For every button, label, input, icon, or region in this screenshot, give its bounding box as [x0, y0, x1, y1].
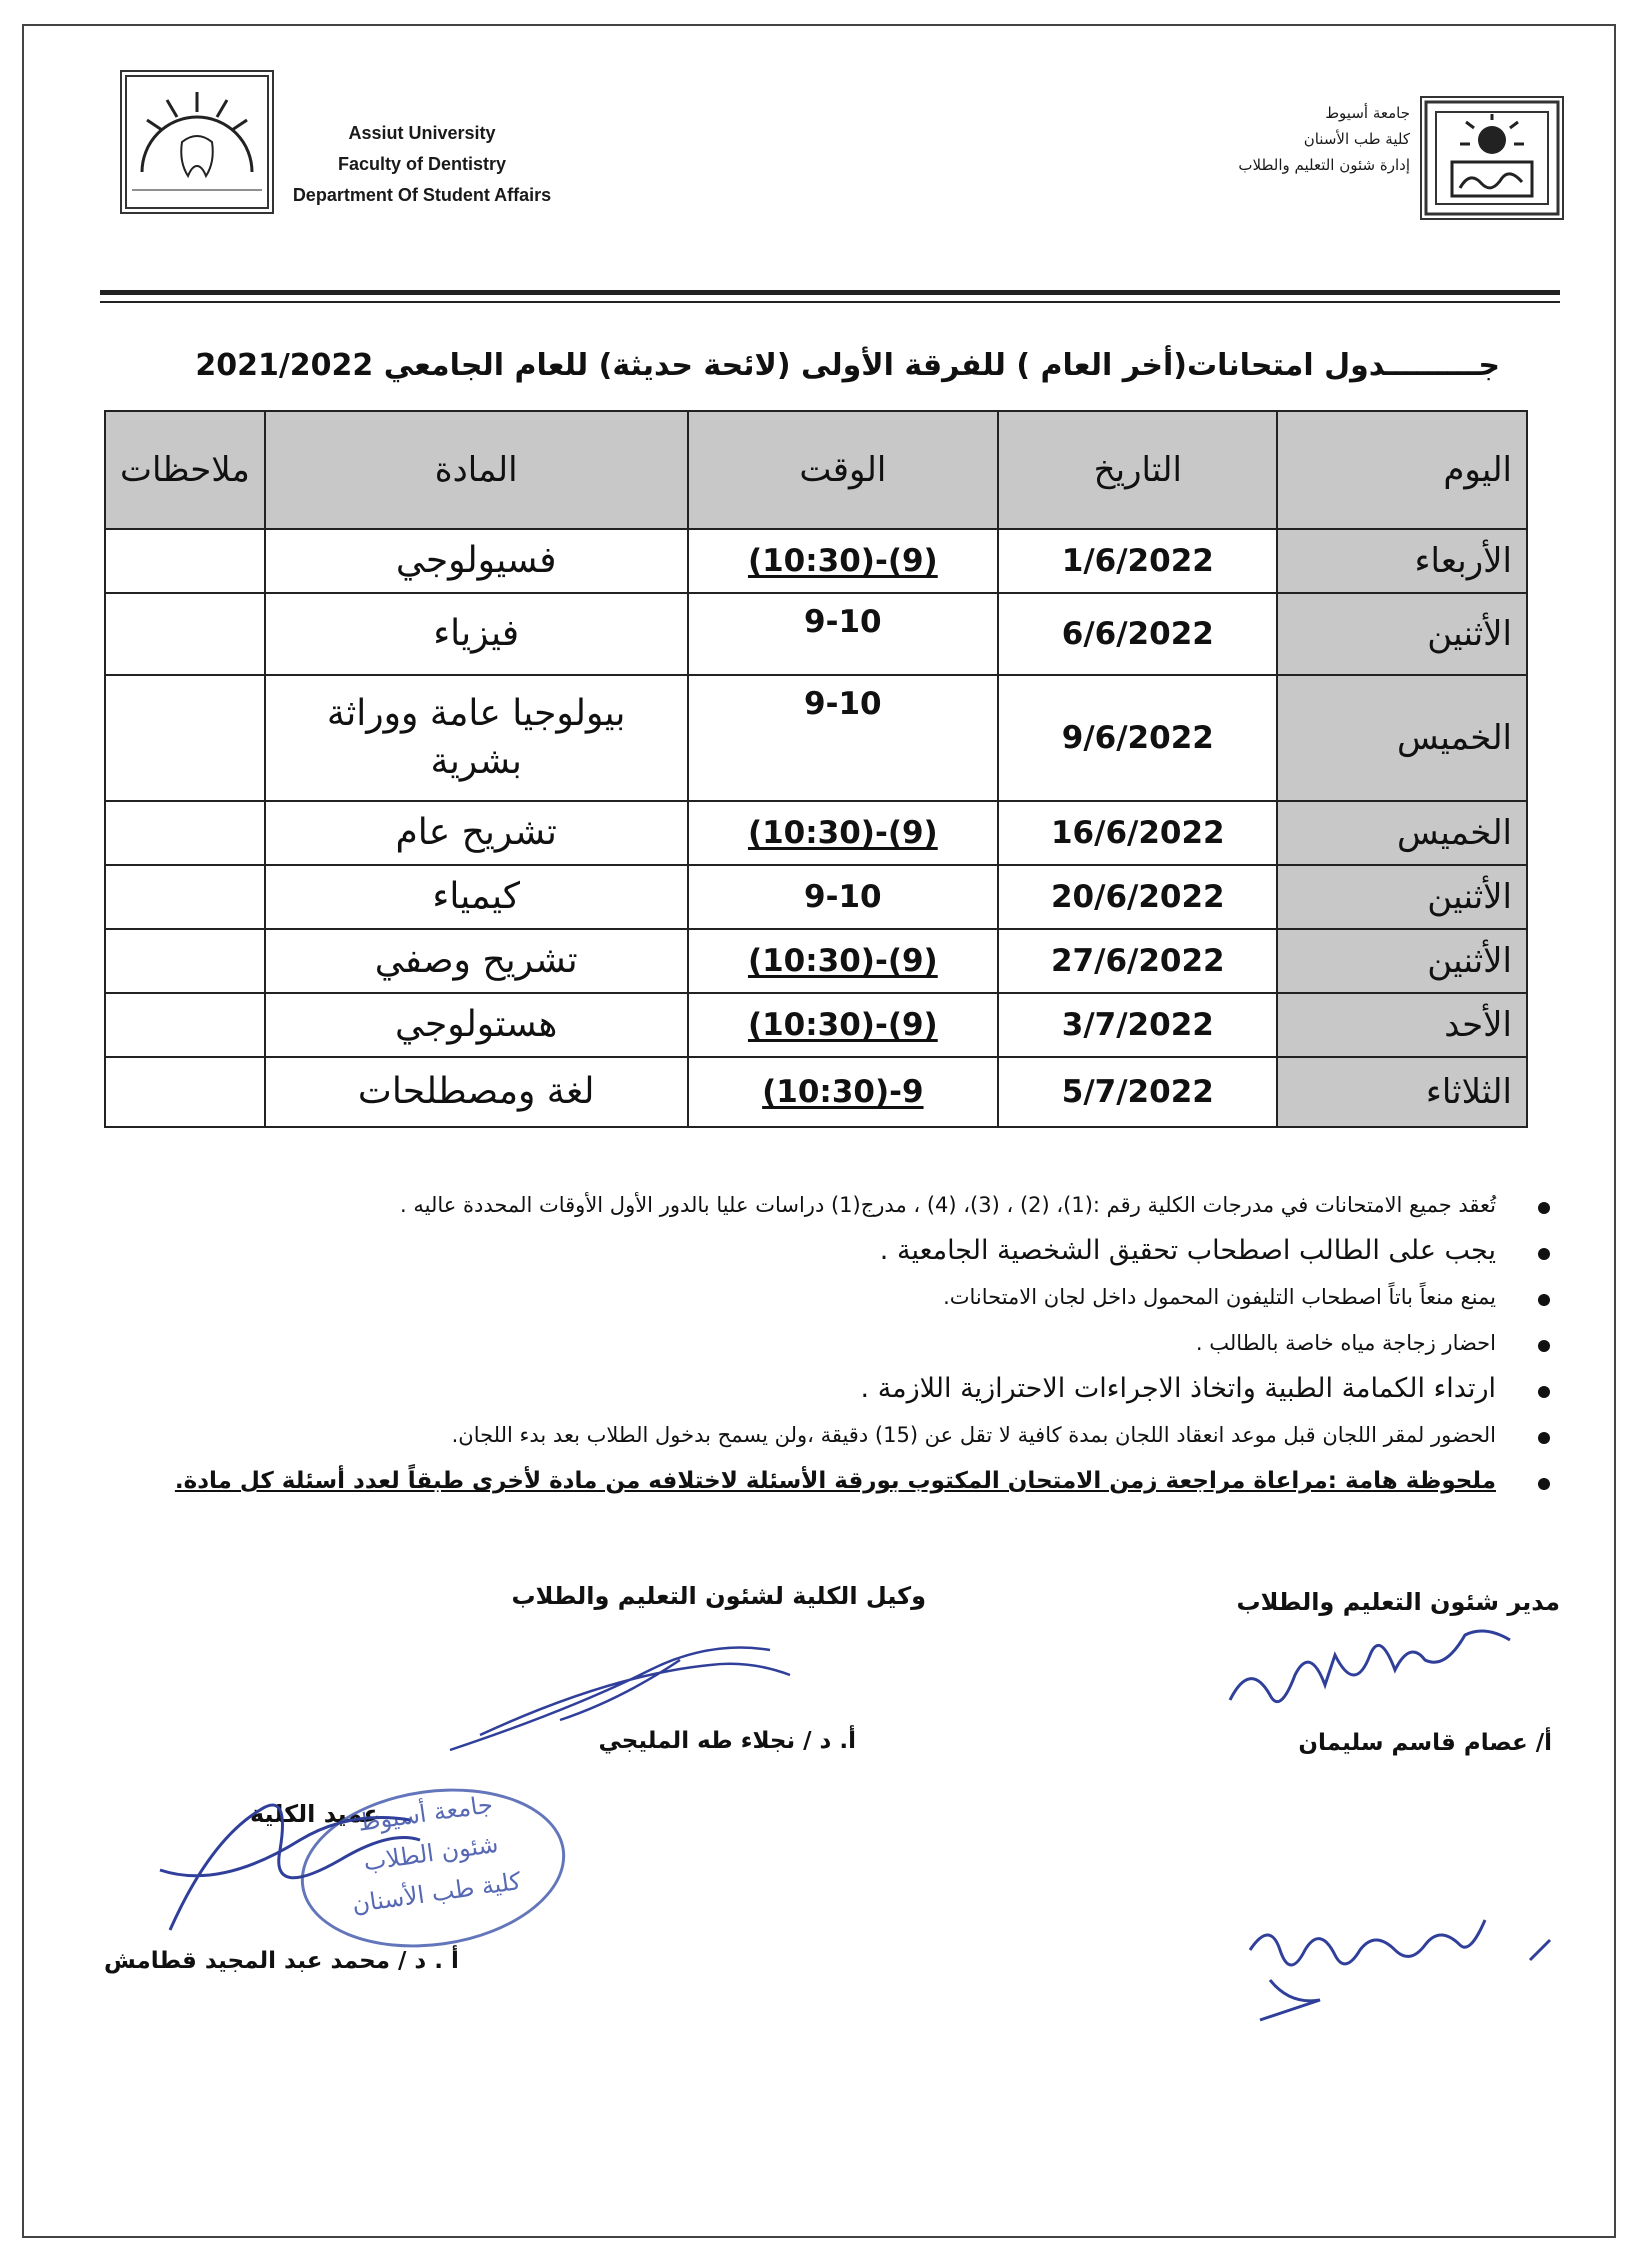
department-name-ar: إدارة شئون التعليم والطلاب	[1238, 156, 1410, 174]
cell-subject: تشريح عام	[265, 801, 688, 865]
signature-scribble-bottom	[1230, 1900, 1570, 2030]
faculty-name-ar: كلية طب الأسنان	[1303, 130, 1410, 148]
cell-time: 9-10	[688, 675, 999, 801]
cell-time: 9-10	[688, 865, 999, 929]
english-header	[262, 118, 582, 211]
table-row	[105, 993, 1527, 1057]
cell-day: الأحد	[1277, 993, 1527, 1057]
instruction-item: الحضور لمقر اللجان قبل موعد انعقاد اللجان بمدة كافية لا تقل عن (15) دقيقة ،ولن يسمح بدخول الطلاب بعد بدء اللجان.	[150, 1420, 1550, 1450]
header-notes: ملاحظات	[105, 411, 265, 529]
table-row	[105, 1057, 1527, 1127]
cell-notes	[105, 675, 265, 801]
table-row	[105, 929, 1527, 993]
cell-date: 9/6/2022	[998, 675, 1277, 801]
header-rule-thin	[100, 301, 1560, 303]
signature-name-affairs-director: أ/ عصام قاسم سليمان	[1298, 1730, 1552, 1756]
instruction-item: يمنع منعاً باتاً اصطحاب التليفون المحمول داخل لجان الامتحانات.	[150, 1282, 1550, 1312]
bullet-icon	[1538, 1294, 1550, 1306]
dentistry-logo	[120, 70, 274, 214]
table-row	[105, 865, 1527, 929]
cell-date: 27/6/2022	[998, 929, 1277, 993]
faculty-name-en: Faculty of Dentistry	[337, 154, 507, 174]
university-name-en: Assiut University	[348, 123, 496, 143]
header-rule-thick	[100, 290, 1560, 295]
arabic-header	[1170, 100, 1410, 178]
faculty-stamp: جامعة أسيوط شئون الطلاب كلية طب الأسنان	[290, 1772, 575, 1964]
cell-subject: تشريح وصفي	[265, 929, 688, 993]
cell-subject: هستولوجي	[265, 993, 688, 1057]
table-row	[105, 801, 1527, 865]
cell-subject: لغة ومصطلحات	[265, 1057, 688, 1127]
cell-date: 1/6/2022	[998, 529, 1277, 593]
signature-title-dean: عميد الكلية	[250, 1800, 380, 1828]
bullet-icon	[1538, 1340, 1550, 1352]
cell-subject: فسيولوجي	[265, 529, 688, 593]
cell-day: الأربعاء	[1277, 529, 1527, 593]
assiut-university-logo	[1420, 96, 1564, 220]
signature-name-dean: أ . د / محمد عبد المجيد قطامش	[104, 1948, 459, 1974]
cell-date: 6/6/2022	[998, 593, 1277, 675]
instruction-item: احضار زجاجة مياه خاصة بالطالب .	[150, 1328, 1550, 1358]
cell-date: 20/6/2022	[998, 865, 1277, 929]
department-name-en: Department Of Student Affairs	[292, 185, 552, 205]
cell-time: (10:30)-(9)	[688, 993, 999, 1057]
signature-name-vice-dean: أ. د / نجلاء طه المليجي	[598, 1728, 856, 1754]
cell-subject: بيولوجيا عامة ووراثة بشرية	[265, 675, 688, 801]
cell-subject: كيمياء	[265, 865, 688, 929]
bullet-icon	[1538, 1432, 1550, 1444]
cell-day: الأثنين	[1277, 865, 1527, 929]
cell-time: (10:30)-(9)	[688, 929, 999, 993]
cell-notes	[105, 993, 265, 1057]
cell-notes	[105, 929, 265, 993]
cell-subject: فيزياء	[265, 593, 688, 675]
cell-date: 16/6/2022	[998, 801, 1277, 865]
bullet-icon	[1538, 1478, 1550, 1490]
cell-notes	[105, 593, 265, 675]
cell-time: (10:30)-(9)	[688, 801, 999, 865]
cell-time: (10:30)-9	[688, 1057, 999, 1127]
table-row	[105, 529, 1527, 593]
signature-scribble-dean	[150, 1790, 430, 1940]
header-date: التاريخ	[998, 411, 1277, 529]
bullet-icon	[1538, 1202, 1550, 1214]
cell-day: الأثنين	[1277, 593, 1527, 675]
signature-title-affairs-director: مدير شئون التعليم والطلاب	[1236, 1588, 1560, 1616]
header-subject: المادة	[265, 411, 688, 529]
cell-time: (10:30)-(9)	[688, 529, 999, 593]
cell-day: الأثنين	[1277, 929, 1527, 993]
instructions-list	[150, 1190, 1550, 1512]
cell-date: 5/7/2022	[998, 1057, 1277, 1127]
cell-day: الخميس	[1277, 801, 1527, 865]
header-day: اليوم	[1277, 411, 1527, 529]
cell-notes	[105, 529, 265, 593]
university-name-ar: جامعة أسيوط	[1325, 104, 1410, 122]
instruction-item: تُعقد جميع الامتحانات في مدرجات الكلية رقم :(1)، (2) ، (3)، (4) ، مدرج(1) دراسات عليا بالدور الأول الأوقات المحددة عاليه .	[150, 1190, 1550, 1220]
document-title: جـــــــــدول امتحانات(أخر العام ) للفرقة الأولى (لائحة حديثة) للعام الجامعي 2021/2022	[195, 348, 1500, 383]
signature-title-vice-dean: وكيل الكلية لشئون التعليم والطلاب	[511, 1582, 926, 1610]
instruction-item-important: ملحوظة هامة :مراعاة مراجعة زمن الامتحان المكتوب بورقة الأسئلة لاختلافه من مادة لأخرى طبقاً لعدد أسئلة كل مادة.	[150, 1466, 1550, 1496]
cell-date: 3/7/2022	[998, 993, 1277, 1057]
instruction-item: يجب على الطالب اصطحاب تحقيق الشخصية الجامعية .	[150, 1236, 1550, 1266]
cell-notes	[105, 801, 265, 865]
cell-day: الثلاثاء	[1277, 1057, 1527, 1127]
cell-notes	[105, 1057, 265, 1127]
cell-day: الخميس	[1277, 675, 1527, 801]
table-header-row	[105, 411, 1527, 529]
exam-schedule-table	[104, 410, 1528, 1128]
bullet-icon	[1538, 1386, 1550, 1398]
signature-scribble-director	[1220, 1640, 1550, 1730]
header-time: الوقت	[688, 411, 999, 529]
cell-notes	[105, 865, 265, 929]
table-row	[105, 675, 1527, 801]
table-row	[105, 593, 1527, 675]
bullet-icon	[1538, 1248, 1550, 1260]
cell-time: 9-10	[688, 593, 999, 675]
instruction-item: ارتداء الكمامة الطبية واتخاذ الاجراءات الاحترازية اللازمة .	[150, 1374, 1550, 1404]
